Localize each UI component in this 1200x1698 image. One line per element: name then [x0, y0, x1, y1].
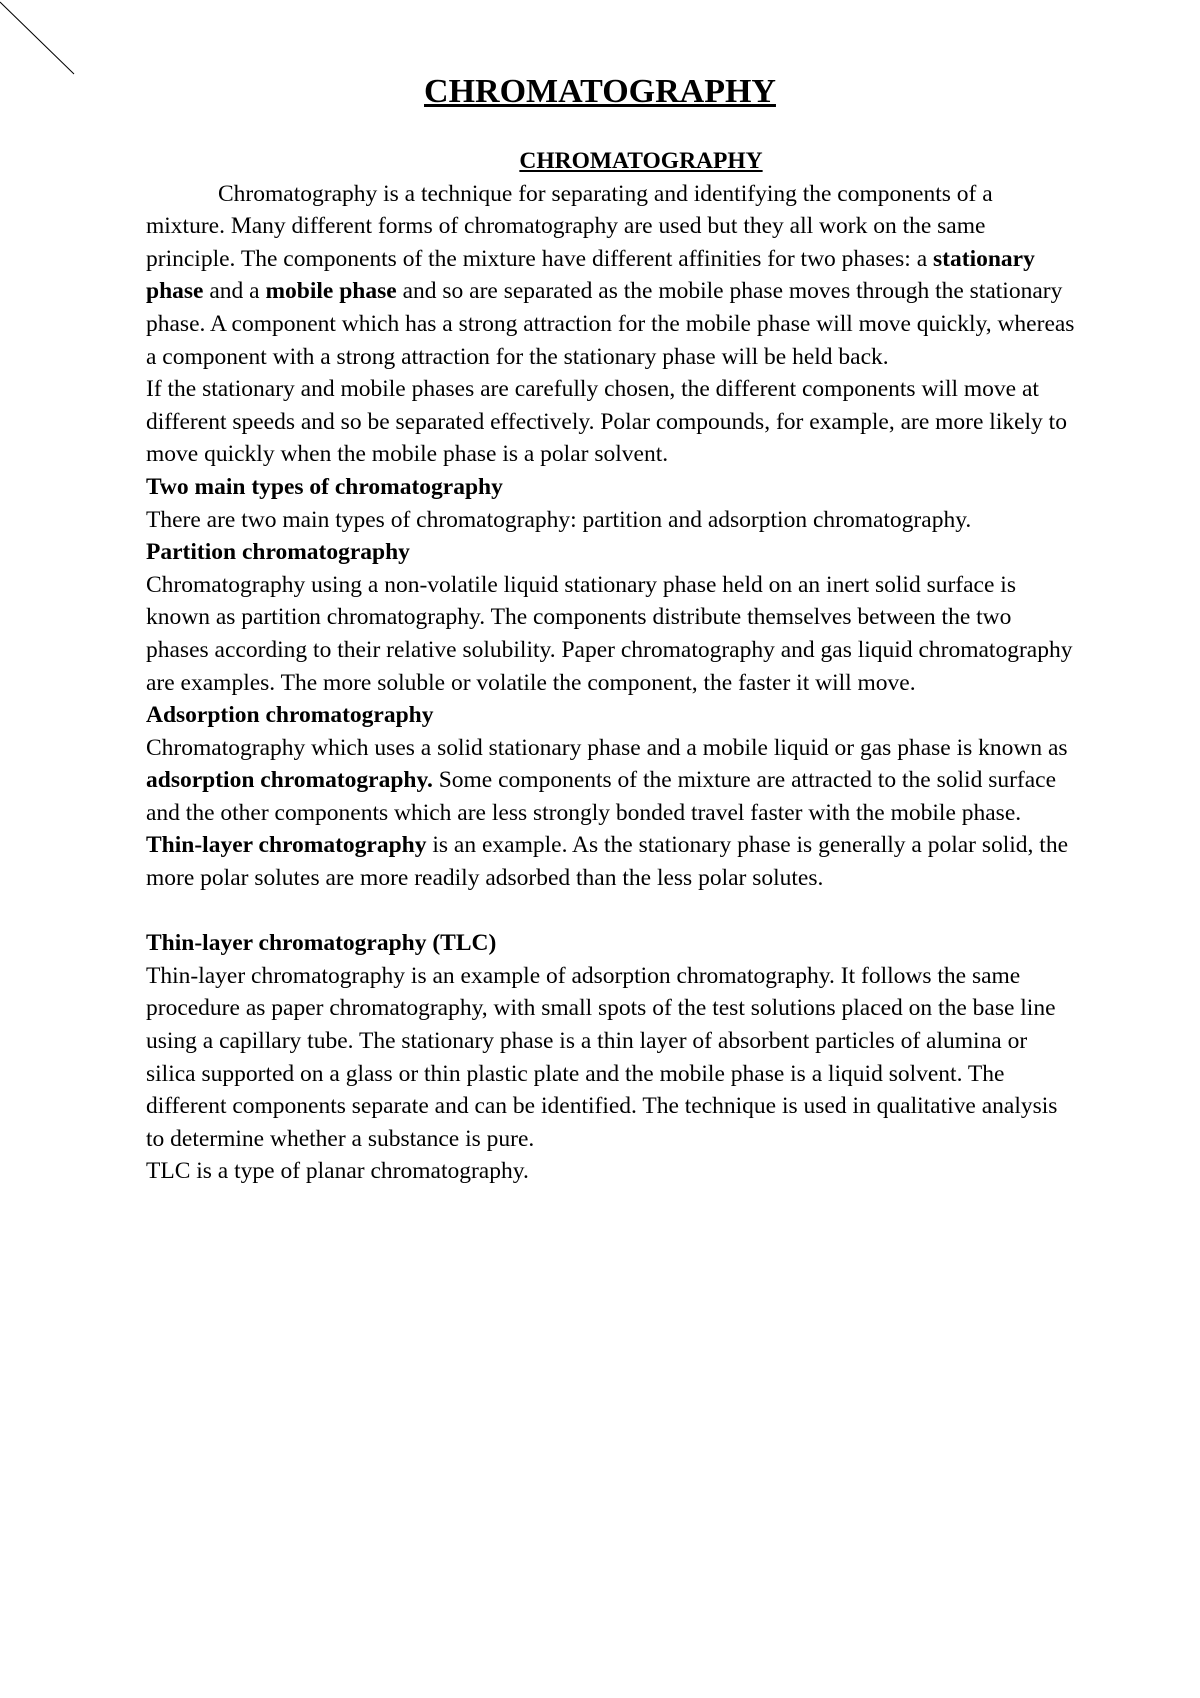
thin-layer-term: Thin-layer chromatography	[146, 832, 427, 859]
partition-paragraph: Chromatography using a non-volatile liquid stationary phase held on an inert solid surface is known as partition chromatography. The components distribute themselves between the two phases according to their relative solubility. Paper chromatography and gas liquid chromatography are examples. The more soluble or volatile the component, the faster it will move.	[146, 571, 1073, 696]
tlc-heading: Thin-layer chromatography (TLC)	[146, 930, 497, 957]
partition-heading: Partition chromatography	[146, 539, 410, 566]
types-heading: Two main types of chromatography	[146, 473, 503, 500]
adsorption-paragraph: Chromatography which uses a solid stationary phase and a mobile liquid or gas phase is known as adsorption chromatography. Some components of the mixture are attracted to the solid surface and the other components which are less strongly bonded travel faster with the mobile phase. Thin-layer chromatography is an example. As the stationary phase is generally a polar solid, the more polar solutes are more readily adsorbed than the less polar solutes.	[146, 734, 1069, 892]
intro-paragraph-2: If the stationary and mobile phases are carefully chosen, the different components will move at different speeds and so be separated effectively. Polar compounds, for example, are more likely to move quickly when the mobile phase is a polar solvent.	[146, 376, 1067, 468]
blank-line	[146, 895, 1076, 928]
adsorption-term: adsorption chromatography.	[146, 767, 433, 794]
document-body	[146, 145, 1076, 1188]
intro-paragraph: Chromatography is a technique for separating and identifying the components of a mixture. Many different forms of chromatography are used but they all work on the same principle. The components of the mixture have different affinities for two phases: a stationary phase and a mobile phase and so are separated as the mobile phase moves through the stationary phase. A component which has a strong attraction for the mobile phase will move quickly, whereas a component with a strong attraction for the stationary phase will be held back.	[146, 180, 1075, 370]
stationary-phase-term: stationary phase	[146, 245, 1035, 305]
tlc-note: TLC is a type of planar chromatography.	[146, 1158, 529, 1185]
tlc-paragraph: Thin-layer chromatography is an example of adsorption chromatography. It follows the same procedure as paper chromatography, with small spots of the test solutions placed on the base line using a capillary tube. The stationary phase is a thin layer of absorbent particles of alumina or silica supported on a glass or thin plastic plate and the mobile phase is a liquid solvent. The different components separate and can be identified. The technique is used in qualitative analysis to determine whether a substance is pure.	[146, 962, 1058, 1152]
document-subtitle: CHROMATOGRAPHY	[519, 148, 763, 174]
mobile-phase-term: mobile phase	[265, 278, 397, 305]
adsorption-heading: Adsorption chromatography	[146, 702, 434, 729]
types-paragraph: There are two main types of chromatography: partition and adsorption chromatography.	[146, 506, 972, 533]
document-title: CHROMATOGRAPHY	[424, 73, 776, 110]
corner-fold-line	[0, 0, 80, 80]
